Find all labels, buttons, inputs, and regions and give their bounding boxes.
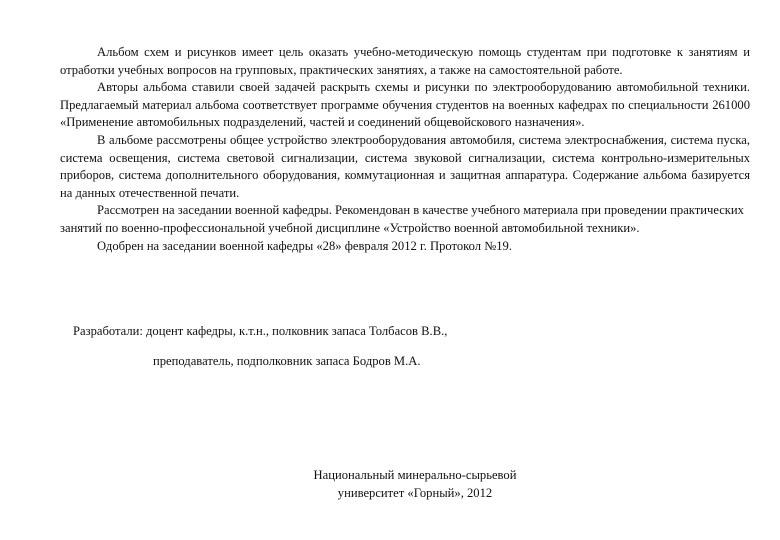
paragraph-purpose: Альбом схем и рисунков имеет цель оказать учебно-методическую помощь студентам при подготовке к занятиям и отработки учебных вопросов на групповых, практических занятиях, а также на самостоятельной работе. [60,45,750,77]
document-body [60,44,750,255]
paragraph-review: Рассмотрен на заседании военной кафедры. Рекомендован в качестве учебного материала при проведении практических занятий по военно-профессиональной учебной дисциплине «Устройство военной автомобильной техники». [60,203,744,235]
authors-line-1: Разработали: доцент кафедры, к.т.н., полковник запаса Толбасов В.В., [73,324,448,338]
publisher-footer [0,466,780,502]
authors-block [73,322,753,370]
authors-line-2: преподаватель, подполковник запаса Бодров М.А. [153,354,421,368]
paragraph-approval: Одобрен на заседании военной кафедры «28» февраля 2012 г. Протокол №19. [97,238,512,253]
publisher-name: Национальный минерально-сырьевой [313,468,517,482]
paragraph-contents: В альбоме рассмотрены общее устройство электрооборудования автомобиля, система электроснабжения, система пуска, система освещения, система световой сигнализации, система звуковой сигнализации, система контрольно-измерительных приборов, система дополнительного оборудования, коммутационная и защитная аппаратура. Содержание альбома базируется на данных отечественной печати. [60,132,750,200]
publisher-year: университет «Горный», 2012 [337,486,493,500]
paragraph-authors-goal: Авторы альбома ставили своей задачей раскрыть схемы и рисунки по электрооборудованию автомобильной техники. Предлагаемый материал альбома соответствует программе обучения студентов на военных кафедрах по специальности 261000 «Применение автомобильных подразделений, частей и соединений общевойскового назначения». [60,80,750,130]
